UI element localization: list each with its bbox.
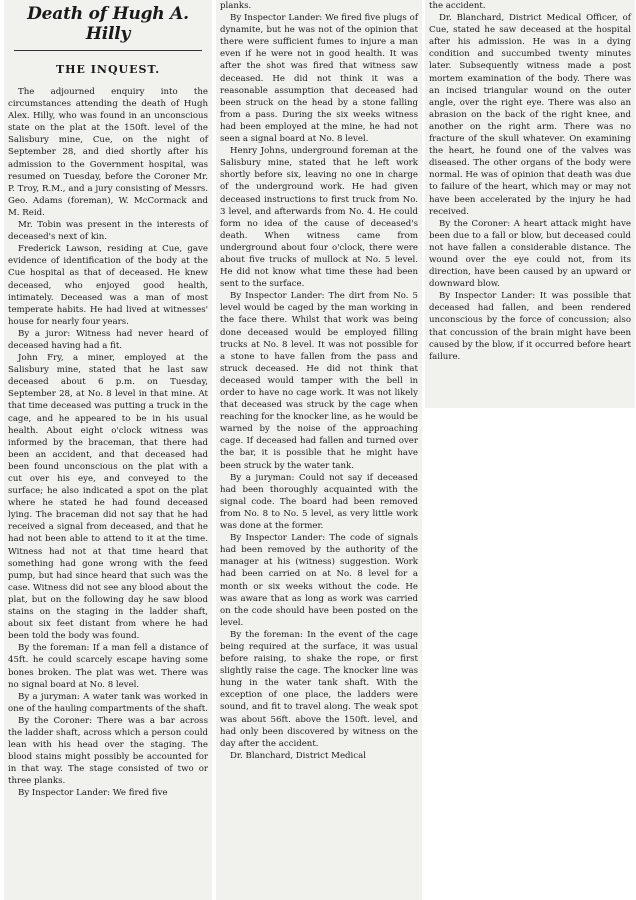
article-subhead: THE INQUEST. (55, 63, 161, 76)
paragraph: By Inspector Lander: We fired five (18, 788, 168, 799)
paragraph: Frederick Lawson, residing at Cue, gave evidence of identification of the body at the Cue hospital as that of deceased. He knew deceased, who enjoyed good health, intimately. Deceased was a man of most temperate habits. He had lived at witnesses' house for nearly four years. (8, 244, 208, 327)
article-title: Death of Hugh A. Hilly (27, 4, 189, 44)
paragraph: Dr. Blanchard, District Medical (230, 750, 366, 761)
paragraph: By a juror: Witness had never heard of deceased having had a fit. (8, 328, 208, 351)
paragraph: the accident. (429, 1, 486, 11)
paragraph: By a juryman: A water tank was worked in one of the hauling compartments of the shaft. (8, 691, 208, 714)
paragraph: John Fry, a miner, employed at the Salisbury mine, stated that he last saw deceased about 6 p.m. on Tuesday, September 28, at No. 8 level in that mine. At that time deceased was putting a truck in the cage, and he appeared to be in his usual health. About eight o'clock witness was informed by the braceman, that there had been an accident, and that deceased had been found unconscious on the plat with a cut over his eye, and conveyed to the surface; he also indicated a spot on the plat where he stated he had found deceased lying. The braceman did not say that he had received a signal from deceased, and that he had not been able to attend to it at the time. Witness had not at that time heard that something had gone wrong with the feed pump, but had since heard that such was the case. Witness did not see any blood about the plat, but on the following day he saw blood stains on the staging in the ladder shaft, about six feet distant from where he had been told the body was found. (8, 353, 208, 642)
paragraph: Mr. Tobin was present in the interests of deceased's next of kin. (8, 220, 208, 243)
article-column-1 (4, 0, 212, 900)
paragraph: By the Coroner: There was a bar across the ladder shaft, across which a person could lean with his head over the staging. The blood stains might possibly be accounted for in that way. The stage consisted of two or three planks. (8, 715, 208, 787)
paragraph: By the foreman: In the event of the cage being required at the surface, it was usual before raising, to shake the rope, or first slightly raise the cage. The knocker line was hung in the water tank shaft. With the exception of one place, the ladders were sound, and fit to travel along. The weak spot was about 56ft. above the 150ft. level, and had only been discovered by witness on the day after the accident. (220, 629, 418, 749)
title-rule (14, 50, 202, 51)
paragraph: Dr. Blanchard, District Medical Officer, of Cue, stated he saw deceased at the hospital after his admission. He was in a dying condition and succumbed twenty minutes later. Subsequently witness made a post mortem examination of the body. There was an incised triangular wound on the outer angle, over the right eye. There was also an abrasion on the back of the right knee, and another on the right arm. There was no fracture of the skull whatever. On examining the heart, he found one of the valves was diseased. The other organs of the body were normal. He was of opinion that death was due to failure of the heart, which may or may not have been accelerated by the injury he had received. (429, 13, 631, 217)
article-column-3 (425, 0, 635, 408)
paragraph: By a juryman: Could not say if deceased had been thoroughly acquainted with the signal code. The board had been removed from No. 8 to No. 5 level, as very little work was done at the former. (220, 472, 418, 532)
article-column-2 (216, 0, 422, 900)
paragraph: By the Coroner: A heart attack might have been due to a fall or blow, but deceased could not have fallen a considerable distance. The wound over the eye could not, from its direction, have been caused by an upward or downward blow. (429, 218, 631, 290)
paragraph: By Inspector Lander: We fired five plugs of dynamite, but he was not of the opinion that there were sufficient fumes to injure a man even if he were not in good health. It was after the shot was fired that witness saw deceased. He did not think it was a reasonable assumption that deceased had been struck on the head by a stone falling from a pass. During the six weeks witness had been employed at the mine, he had not seen a signal board at No. 8 level. (220, 13, 418, 145)
paragraph: planks. (220, 1, 252, 11)
paragraph: The adjourned enquiry into the circumstances attending the death of Hugh Alex. Hilly, who was found in an unconscious state on the plat at the 150ft. level of the Salisbury mine, Cue, on the night of September 28, and died shortly after his admission to the Government hospital, was resumed on Tuesday, before the Coroner Mr. P. Troy, R.M., and a jury consisting of Messrs. Geo. Adams (foreman), W. McCormack and M. Reid. (8, 87, 208, 218)
paragraph: By Inspector Lander: The dirt from No. 5 level would be caged by the man working in the face there. Whilst that work was being done deceased would be employed filling trucks at No. 8 level. It was not possible for a stone to have fallen from the pass and struck deceased. He did not think that deceased would tamper with the bell in order to have no cage work. It was not likely that deceased was struck by the cage when reaching for the knocker line, as he would be warned by the noise of the approaching cage. If deceased had fallen and turned over the bar, it is possible that he might have been struck by the water tank. (220, 291, 418, 471)
paragraph: By Inspector Lander: The code of signals had been removed by the authority of the manager at his (witness) suggestion. Work had been carried on at No. 8 level for a month or six weeks without the code. He was aware that as long as work was carried on the code should have been posted on the level. (220, 533, 418, 628)
paragraph: By Inspector Lander: It was possible that deceased had fallen, and been rendered unconscious by the force of concussion; also that concussion of the brain might have been caused by the blow, if it occurred before heart failure. (429, 291, 631, 362)
paragraph: Henry Johns, underground foreman at the Salisbury mine, stated that he left work shortly before six, leaving no one in charge of the underground work. He had given deceased instructions to first truck from No. 3 level, and afterwards from No. 4. He could form no idea of the cause of deceased's death. When witness came from underground about four o'clock, there were about five trucks of mullock at No. 5 level. He did not know what time these had been sent to the surface. (220, 146, 418, 290)
paragraph: By the foreman: If a man fell a distance of 45ft. he could scarcely escape having some bones broken. The plat was wet. There was no signal board at No. 8 level. (8, 643, 208, 690)
